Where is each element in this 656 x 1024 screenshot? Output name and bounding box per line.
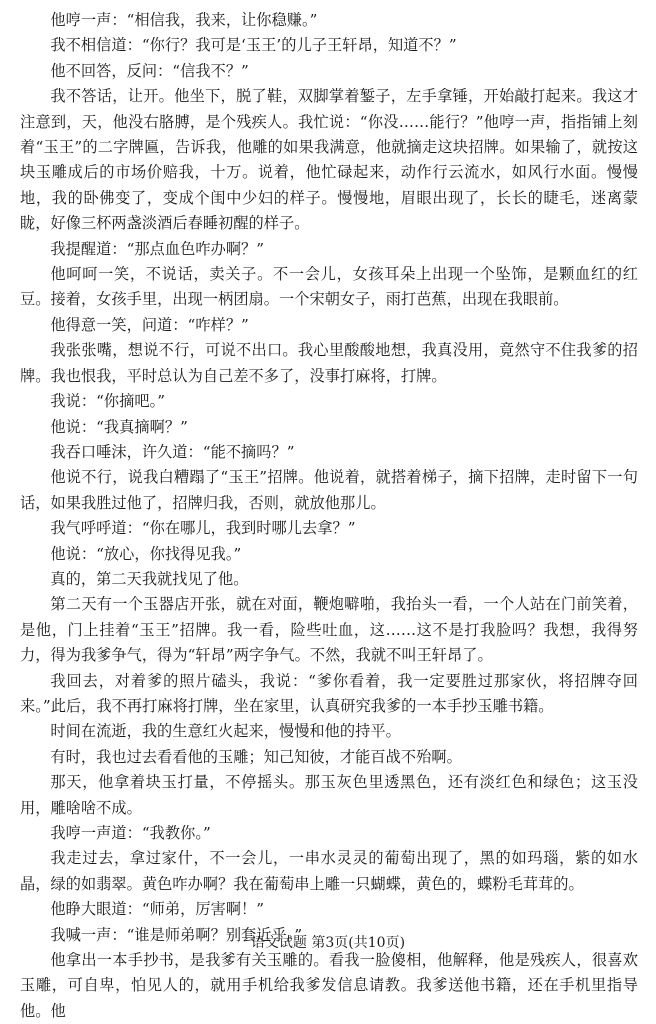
paragraph: 有时，我也过去看看他的玉雕；知己知彼，才能百战不殆啊。 xyxy=(50,747,462,766)
paragraph: 我吞口唾沫，许久道：“能不摘吗？” xyxy=(50,442,295,461)
paragraph: 我不答话，让开。他坐下，脱了鞋，双脚掌着錾子，左手拿锤，开始敲打起来。我这才注意到，天，他没右胳膊，是个残疾人。我忙说：“你没……能行？”他哼一声，指指铺上刻着“玉王”的二字牌匾，告诉我，他雕的如果我满意，他就摘走这块招牌。如果输了，就按这块玉雕成后的市场价赔我，十万。说着，他忙碌起来，动作行云流水，如风行水面。慢慢地，我的卧佛变了，变成个闺中少妇的样子。慢慢地，眉眼出现了，长长的睫毛，迷离蒙眬，好像三杯两盏淡酒后春睡初醒的样子。 xyxy=(20,87,638,233)
paragraph: 他不回答，反问：“信我不？” xyxy=(50,61,249,80)
paragraph: 我提醒道：“那点血色咋办啊？” xyxy=(50,239,265,258)
paragraph: 第二天有一个玉器店开张，就在对面，鞭炮噼啪，我抬头一看，一个人站在门前笑着，是他，门上挂着“玉王”招牌。我一看，险些吐血，这……这不是打我脸吗？我想，我得努力，得为我爹争气，得为“轩昂”两字争气。不然，我就不叫王轩昂了。 xyxy=(20,595,638,665)
paragraph: 我走过去，拿过家什，不一会儿，一串水灵灵的葡萄出现了，黑的如玛瑙，紫的如水晶，绿的如翡翠。黄色咋办啊？我在葡萄串上雕一只蝴蝶，黄色的，蝶粉毛茸茸的。 xyxy=(20,849,638,893)
paragraph: 我说：“你摘吧。” xyxy=(50,392,166,411)
article-body xyxy=(20,8,638,1024)
paragraph: 他睁大眼道：“师弟，厉害啊！” xyxy=(50,900,265,919)
paragraph: 时间在流逝，我的生意红火起来，慢慢和他的持平。 xyxy=(50,722,401,741)
paragraph: 我哼一声道：“我教你。” xyxy=(50,824,211,842)
paragraph: 他说不行，说我白糟蹋了“玉王”招牌。他说着，就搭着梯子，摘下招牌，走时留下一句话，如果我胜过他了，招牌归我，否则，就放他那儿。 xyxy=(20,468,638,512)
page-footer: 语文试题 第3页(共10页) xyxy=(250,935,406,951)
paragraph: 他哼一声：“相信我，我来，让你稳赚。” xyxy=(50,11,318,29)
paragraph: 他说：“放心，你找得见我。” xyxy=(50,544,242,563)
paragraph: 真的，第二天我就找见了他。 xyxy=(50,569,249,588)
paragraph: 我回去，对着爹的照片磕头，我说：“爹你看着，我一定要胜过那家伙，将招牌夺回来。”此后，我不再打麻将打牌，坐在家里，认真研究我爹的一本手抄玉雕书籍。 xyxy=(20,671,638,715)
paragraph: 我张张嘴，想说不行，可说不出口。我心里酸酸地想，我真没用，竟然守不住我爹的招牌。我也恨我，平时总认为自己差不多了，没事打麻将，打牌。 xyxy=(20,341,638,385)
paragraph: 他得意一笑，问道：“咋样？” xyxy=(50,315,249,334)
paragraph: 他说：“我真摘啊？” xyxy=(50,417,188,436)
paragraph: 我喊一声：“谁是师弟啊？别套近乎。” xyxy=(50,925,303,944)
paragraph: 他拿出一本手抄书，是我爹有关玉雕的。看我一脸傻相，他解释，他是残疾人，很喜欢玉雕，可自卑，怕见人的，就用手机给我爹发信息请教。我爹送他书籍，还在手机里指导他。他 xyxy=(20,951,638,1020)
paragraph: 我不相信道：“你行？我可是‘玉王’的儿子王轩昂，知道不？” xyxy=(50,36,457,55)
paragraph: 我气呼呼道：“你在哪儿，我到时哪儿去拿？” xyxy=(50,519,356,538)
paragraph: 他呵呵一笑，不说话，卖关子。不一会儿，女孩耳朵上出现一个坠饰，是颗血红的红豆。接着，女孩手里，出现一柄团扇。一个宋朝女子，雨打芭蕉，出现在我眼前。 xyxy=(20,265,638,309)
paragraph: 那天，他拿着块玉打量，不停摇头。那玉灰色里透黑色，还有淡红色和绿色；这玉没用，雕啥啥不成。 xyxy=(20,773,638,817)
